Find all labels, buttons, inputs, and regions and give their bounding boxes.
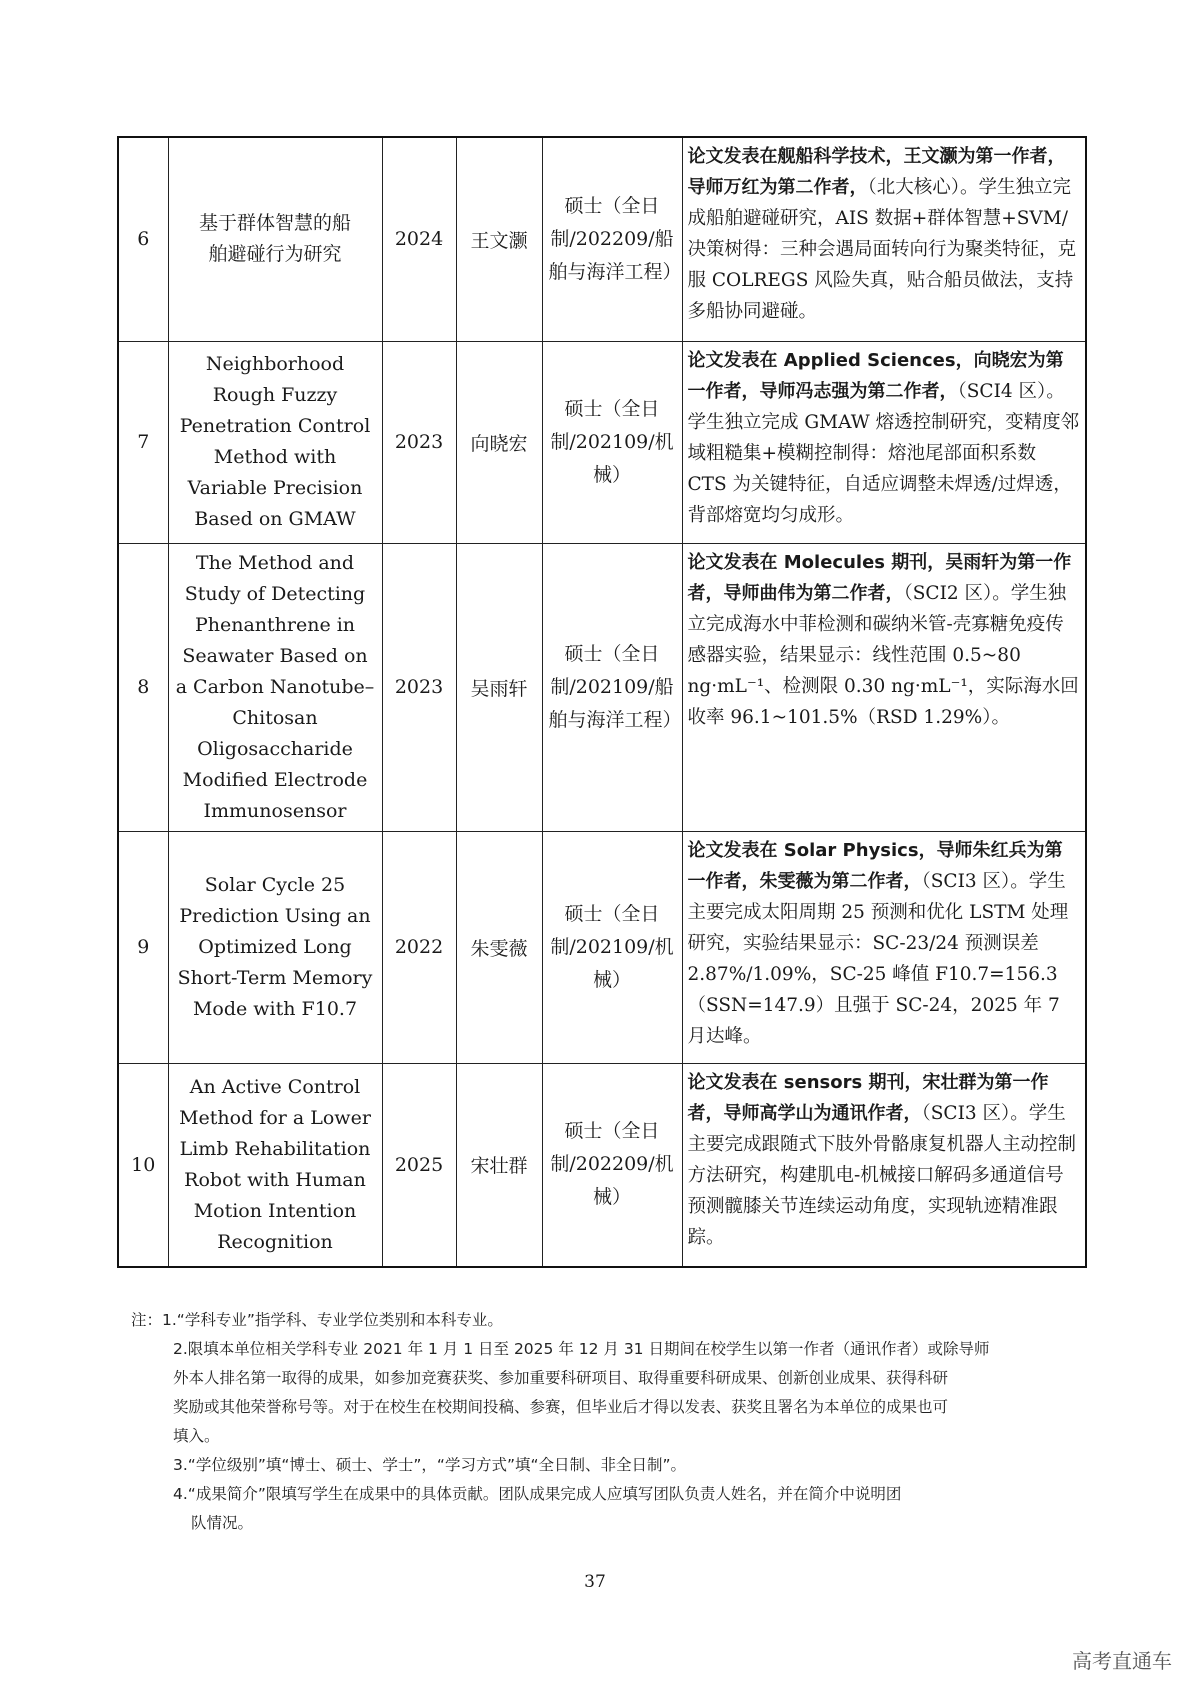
achievement-year: 2023	[382, 543, 456, 831]
summary-lead: 论文发表在 sensors 期刊，宋壮群为第一作者，导师高学山为通讯作者，	[687, 1071, 1049, 1124]
achievement-year: 2022	[382, 831, 456, 1063]
student-name: 王文灏	[456, 137, 542, 341]
achievement-year: 2024	[382, 137, 456, 341]
degree-info: 硕士（全日制/202209/机械）	[542, 1063, 682, 1267]
row-number: 7	[118, 341, 168, 543]
note-1: 注：1.“学科专业”指学科、专业学位类别和本科专业。	[131, 1311, 503, 1329]
summary-body: （SCI3 区）。学生主要完成太阳周期 25 预测和优化 LSTM 处理研究，实验结果显示：SC-23/24 预测误差 2.87%/1.09%，SC-25 峰值 F10.7=156.3（SSN=147.9）且强于 SC-24，2025 年 7 月达峰。	[687, 870, 1069, 1047]
note-3: 3.“学位级别”填“博士、硕士、学士”，“学习方式”填“全日制、非全日制”。	[173, 1456, 687, 1474]
watermark: 高考直通车	[1072, 1649, 1172, 1673]
summary-lead: 论文发表在 Solar Physics，导师朱红兵为第一作者，朱雯薇为第二作者，	[687, 839, 1063, 892]
note-2-line-4: 填入。	[173, 1427, 220, 1445]
summary-body: （北大核心）。学生独立完成船舶避碰研究，AIS 数据+群体智慧+SVM/决策树得：三种会遇局面转向行为聚类特征，克服 COLREGS 风险失真，贴合船员做法，支持多船协同避碰。	[687, 177, 1077, 322]
achievement-year: 2025	[382, 1063, 456, 1267]
table-row	[118, 831, 1086, 1063]
summary-lead: 论文发表在 Molecules 期刊，吴雨轩为第一作者，导师曲伟为第二作者，	[687, 551, 1072, 604]
achievements-table	[117, 136, 1087, 1268]
note-2-line-1: 2.限填本单位相关学科专业 2021 年 1 月 1 日至 2025 年 12 月 31 日期间在校学生以第一作者（通讯作者）或除导师	[173, 1340, 990, 1358]
degree-info: 硕士（全日制/202109/机械）	[542, 831, 682, 1063]
table-row	[118, 1063, 1086, 1267]
achievement-title: An Active Control Method for a Lower Limb Rehabilitation Robot with Human Motion Intention Recognition	[168, 1063, 382, 1267]
table-row	[118, 341, 1086, 543]
note-2-line-2: 外本人排名第一取得的成果，如参加竞赛获奖、参加重要科研项目、取得重要科研成果、创新创业成果、获得科研	[173, 1369, 949, 1387]
achievement-summary	[682, 1063, 1086, 1267]
summary-lead: 论文发表在舰船科学技术，王文灏为第一作者，导师万红为第二作者，	[687, 146, 1066, 198]
row-number: 9	[118, 831, 168, 1063]
note-2-line-3: 奖励或其他荣誉称号等。对于在校生在校期间投稿、参赛，但毕业后才得以发表、获奖且署名为本单位的成果也可	[173, 1398, 949, 1416]
row-number: 8	[118, 543, 168, 831]
achievement-title: Neighborhood Rough Fuzzy Penetration Control Method with Variable Precision Based on GMAW	[168, 341, 382, 543]
achievement-year: 2023	[382, 341, 456, 543]
student-name: 宋壮群	[456, 1063, 542, 1267]
degree-info: 硕士（全日制/202109/船舶与海洋工程）	[542, 543, 682, 831]
achievement-summary	[682, 341, 1086, 543]
achievement-summary	[682, 137, 1086, 341]
table-row	[118, 543, 1086, 831]
achievement-summary	[682, 831, 1086, 1063]
table-row	[118, 137, 1086, 341]
row-number: 6	[118, 137, 168, 341]
degree-info: 硕士（全日制/202209/船舶与海洋工程）	[542, 137, 682, 341]
achievement-title: Solar Cycle 25 Prediction Using an Optimized Long Short-Term Memory Mode with F10.7	[168, 831, 382, 1063]
summary-body: （SCI2 区）。学生独立完成海水中菲检测和碳纳米管-壳寡糖免疫传感器实验，结果显示：线性范围 0.5~80 ng·mL⁻¹、检测限 0.30 ng·mL⁻¹，实际海水回收率 96.1~101.5%（RSD 1.29%）。	[687, 582, 1079, 728]
page-number: 37	[584, 1572, 606, 1592]
achievement-title: 基于群体智慧的船舶避碰行为研究	[168, 137, 382, 341]
student-name: 吴雨轩	[456, 543, 542, 831]
summary-body: （SCI3 区）。学生主要完成跟随式下肢外骨骼康复机器人主动控制方法研究，构建肌电-机械接口解码多通道信号预测髋膝关节连续运动角度，实现轨迹精准跟踪。	[687, 1102, 1077, 1248]
achievement-summary	[682, 543, 1086, 831]
note-4-line-2: 队情况。	[191, 1514, 254, 1532]
achievement-title: The Method and Study of Detecting Phenanthrene in Seawater Based on a Carbon Nanotube–Chitosan Oligosaccharide Modified Electrode Immunosensor	[168, 543, 382, 831]
table-notes	[131, 1306, 1091, 1538]
note-4-line-1: 4.“成果简介”限填写学生在成果中的具体贡献。团队成果完成人应填写团队负责人姓名，并在简介中说明团	[173, 1485, 902, 1503]
summary-body: （SCI4 区）。学生独立完成 GMAW 熔透控制研究，变精度邻域粗糙集+模糊控制得：熔池尾部面积系数 CTS 为关键特征，自适应调整未焊透/过焊透，背部熔宽均匀成形。	[687, 380, 1080, 526]
summary-lead: 论文发表在 Applied Sciences，向晓宏为第一作者，导师冯志强为第二作者，	[687, 349, 1064, 402]
row-number: 10	[118, 1063, 168, 1267]
student-name: 朱雯薇	[456, 831, 542, 1063]
degree-info: 硕士（全日制/202109/机械）	[542, 341, 682, 543]
student-name: 向晓宏	[456, 341, 542, 543]
